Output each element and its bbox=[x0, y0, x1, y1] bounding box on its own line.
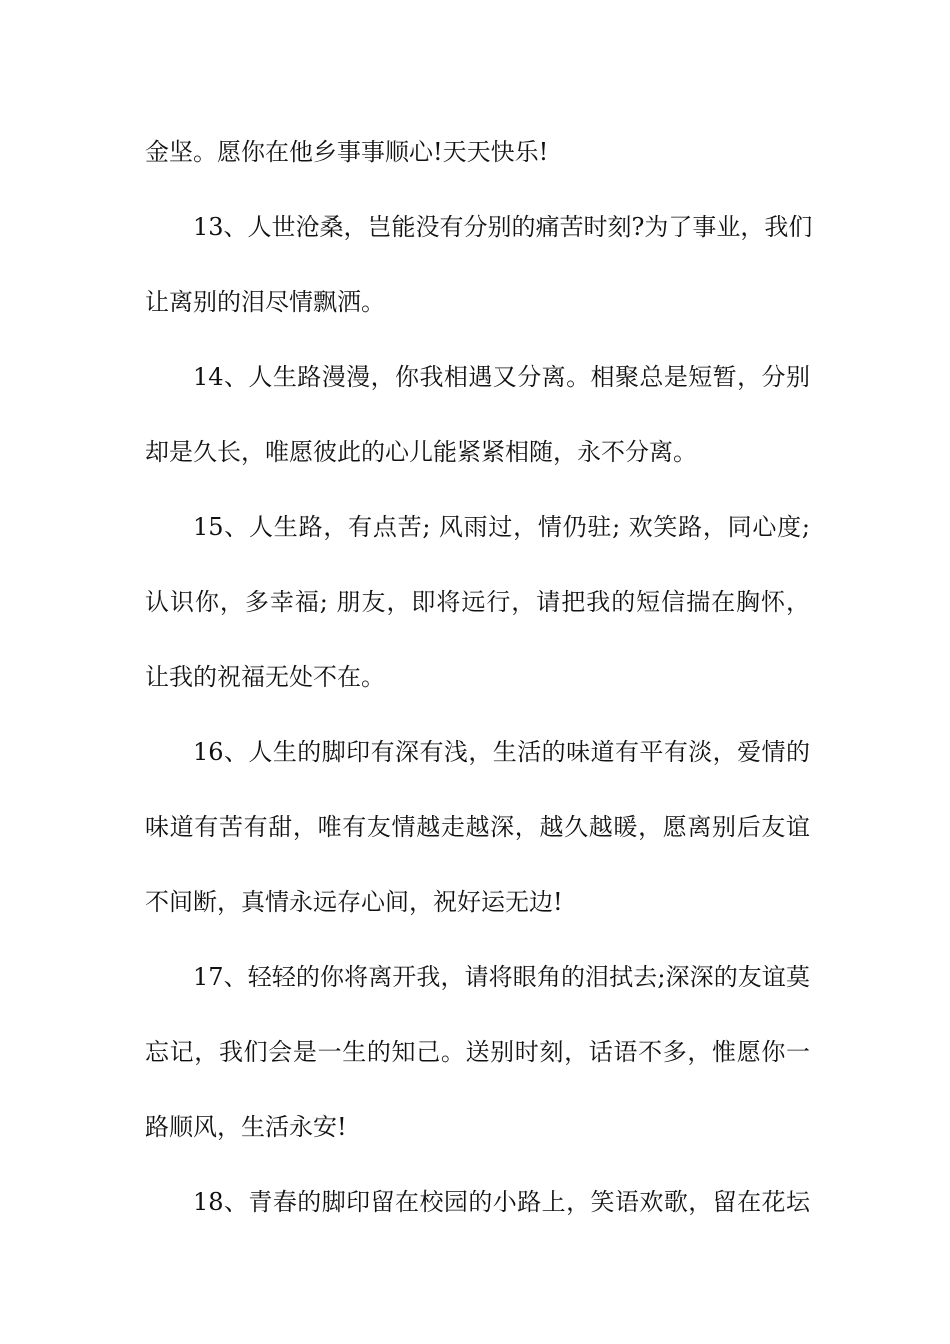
paragraph-15-line-2: 认识你，多幸福; 朋友，即将远行，请把我的短信揣在胸怀， bbox=[145, 588, 810, 616]
paragraph-16-line-3: 不间断，真情永远存心间，祝好运无边! bbox=[145, 888, 563, 916]
paragraph-16-line-1: 16、人生的脚印有深有浅，生活的味道有平有淡，爱情的 bbox=[193, 738, 810, 766]
paragraph-17-line-2: 忘记，我们会是一生的知己。送别时刻，话语不多，惟愿你一 bbox=[145, 1038, 810, 1066]
paragraph-14-line-2: 却是久长，唯愿彼此的心儿能紧紧相随，永不分离。 bbox=[145, 438, 697, 466]
text-line: 金坚。愿你在他乡事事顺心!天天快乐! bbox=[145, 138, 549, 166]
paragraph-15-line-1: 15、人生路，有点苦; 风雨过，情仍驻; 欢笑路，同心度; bbox=[193, 513, 810, 541]
paragraph-16-line-2: 味道有苦有甜，唯有友情越走越深，越久越暖，愿离别后友谊 bbox=[145, 813, 810, 841]
paragraph-17-line-3: 路顺风，生活永安! bbox=[145, 1113, 347, 1141]
paragraph-13-line-2: 让离别的泪尽情飘洒。 bbox=[145, 288, 385, 316]
paragraph-13-line-1: 13、人世沧桑，岂能没有分别的痛苦时刻?为了事业，我们 bbox=[193, 213, 813, 241]
paragraph-18-line-1: 18、青春的脚印留在校园的小路上，笑语欢歌，留在花坛 bbox=[193, 1188, 810, 1216]
paragraph-17-line-1: 17、轻轻的你将离开我，请将眼角的泪拭去;深深的友谊莫 bbox=[193, 963, 810, 991]
paragraph-15-line-3: 让我的祝福无处不在。 bbox=[145, 663, 385, 691]
paragraph-14-line-1: 14、人生路漫漫，你我相遇又分离。相聚总是短暂，分别 bbox=[193, 363, 810, 391]
